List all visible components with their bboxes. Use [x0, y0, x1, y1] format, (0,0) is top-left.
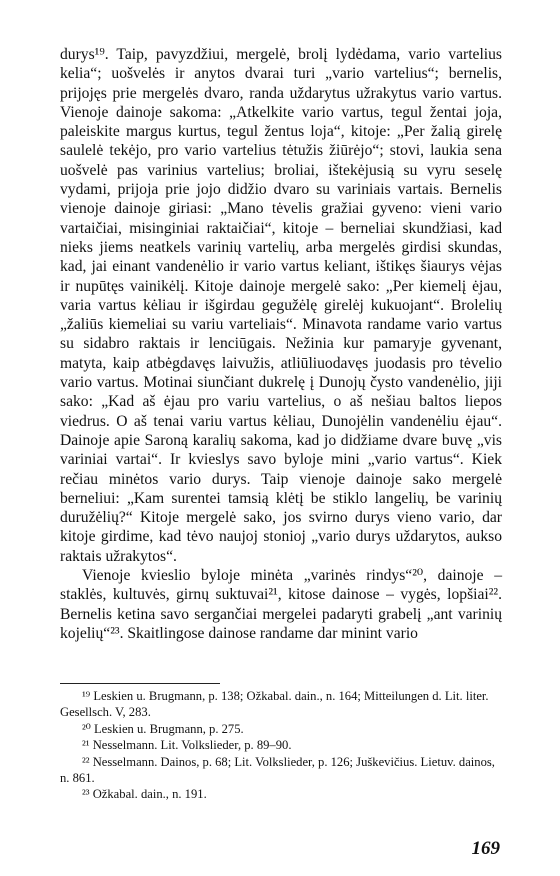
paragraph-1: durys¹⁹. Taip, pavyzdžiui, mergelė, brolį lydėdama, vario vartelius kelia“; uošvelės ir anytos dvarai turi „vario vartelius“; bernelis, prijojęs prie mergelės dvaro, randa uždarytus užrakytus vario vartus. Vienoje dainoje sakoma: „Atkelkite vario vartus, tegul žentai joja, paleiskite margus kurtus, tegul žentus loja“, kitoje: „Per žalią girelę saulelė tekėjo, pro vario vartelius tėtužis žiūrėjo“; stovi, laukia sena uošvelė pas varinius vartelius; broliai, ištekėjusią su vyru seselę vydami, prijoja prie jojo didžio dvaro su variniais vartais. Bernelis vienoje dainoje giriasi: „Mano tėvelis gražiai gyveno: vieni vario vartaičiai, misinginiai raktaičiai“, kitoje – berneliai skundžiasi, kad nieks jiems neatkels varinių vartelių, arba mergelės girdisi skundas, kad, jai einant vandenėlio ir vario vartus keliant, ištikęs šiaurys vėjas ir nupūtęs vainikėlį. Kitoje dainoje mergelė sako: „Per kiemelį ėjau, varia vartus kėliau ir išgirdau gegužėlę girelėj kukuojant“. Brolelių „žaliūs kiemeliai su variu varteliais“. Minavota randame vario vartus su sidabro raktais ir lenciūgais. Nežinia kur pamaryje gyvenant, matyta, kaip atbėgdavęs laivužis, atliūliuodavęs juodasis pro tėvelio vario vartus. Motinai siunčiant dukrelę į Dunojų čysto vandenėlio, jiji sako: „Kad aš ėjau pro variu vartelius, o aš nešiau baltos liepos viedrus. O aš tenai variu vartus kėliau, Dunojėlin vandenėliu ėjau“. Dainoje apie Saroną karalių sakoma, kad jo didžiame dvare buvę „vis variniai vartai“. Ir kvieslys savo byloje mini „vario vartus“. Kiek rečiau minėtos vario durys. Taip vienoje dainoje sako mergelė berneliui: „Kam surentei tamsią klėtį be stiklo langelių, be varinių duružėlių?“ Kitoje mergelė sako, jos svirno durys vieno vario, dar kitoje girdime, kad tėvo naujoj stonioj „vario durys uždarytos, aukso raktais užrakytos“. [60, 46, 502, 565]
footnote-22: ²² Nesselmann. Dainos, p. 68; Lit. Volkslieder, p. 126; Juškevičius. Lietuv. dainos, n. 861. [60, 754, 495, 786]
footnotes [60, 683, 502, 803]
page-number: 169 [471, 838, 500, 859]
footnote-21: ²¹ Nesselmann. Lit. Volkslieder, p. 89–90. [82, 738, 292, 753]
footnote-20: ²⁰ Leskien u. Brugmann, p. 275. [82, 721, 244, 736]
footnote-19: ¹⁹ Leskien u. Brugmann, p. 138; Ožkabal. dain., n. 164; Mitteilungen d. Lit. liter. Gesellsch. V, 283. [60, 689, 489, 720]
main-text [60, 45, 502, 643]
footnote-23: ²³ Ožkabal. dain., n. 191. [82, 787, 207, 802]
paragraph-2: Vienoje kvieslio byloje minėta „varinės rindys“²⁰, dainoje – staklės, kultuvės, girnų suktuvai²¹, kitose dainose – vygės, lopšiai²². Bernelis ketina savo sergančiai mergelei padaryti grabelį „ant varinių kojelių“²³. Skaitlingose dainose randame dar minint vario [60, 567, 502, 642]
footnote-rule [60, 683, 220, 684]
